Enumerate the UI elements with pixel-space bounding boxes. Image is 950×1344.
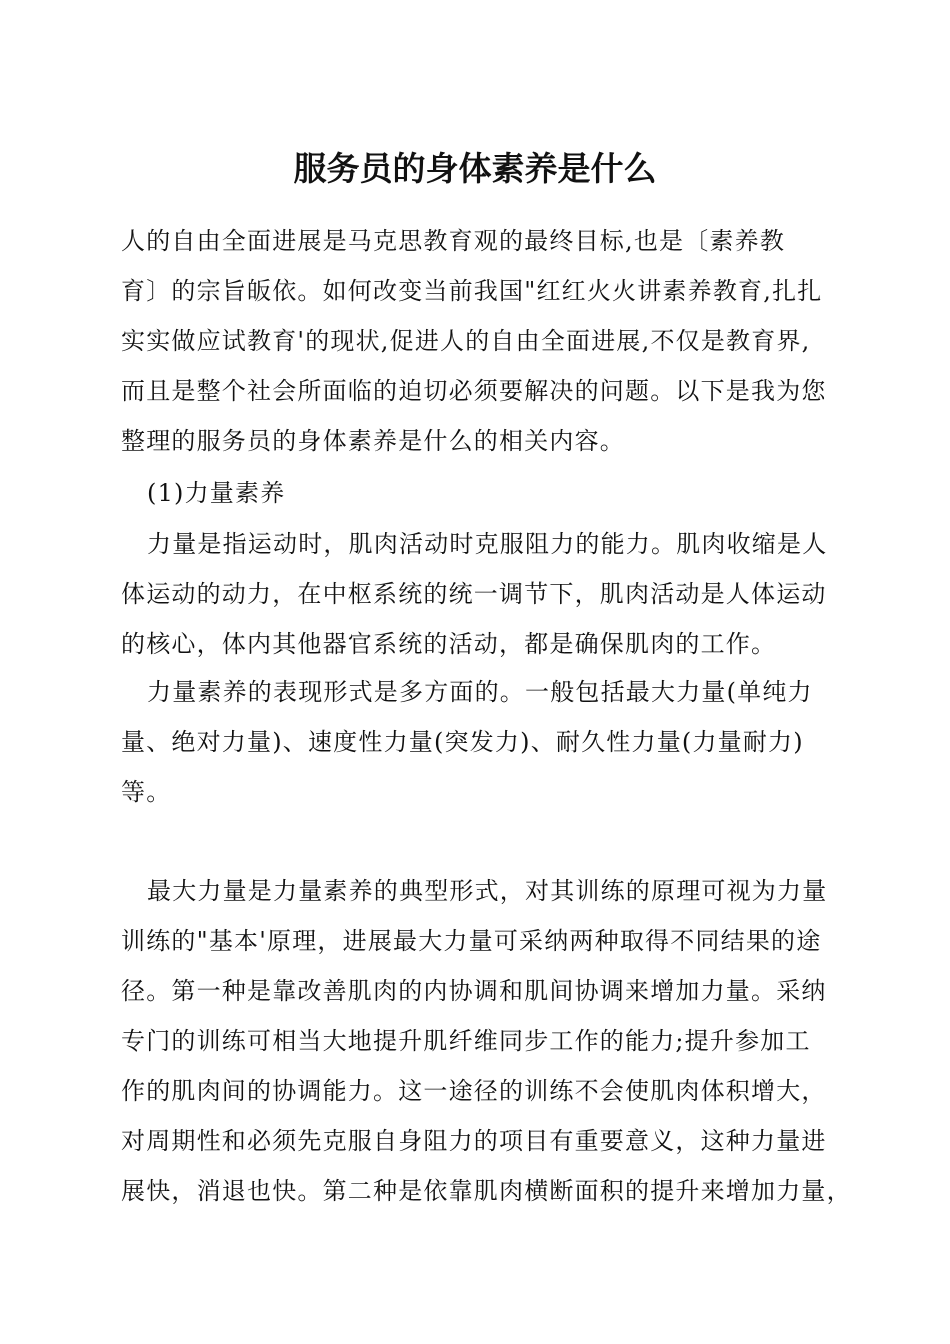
- paragraph-line: 的核心，体内其他器官系统的活动，都是确保肌肉的工作。: [121, 630, 777, 658]
- paragraph-line: 展快，消退也快。第二种是依靠肌肉横断面积的提升来增加力量，: [121, 1177, 852, 1205]
- paragraph-line: 整理的服务员的身体素养是什么的相关内容。: [121, 427, 625, 455]
- paragraph-line: 对周期性和必须先克服自身阻力的项目有重要意义，这种力量进: [121, 1127, 827, 1155]
- paragraph-line: 力量是指运动时，肌肉活动时克服阻力的能力。肌肉收缩是人: [147, 530, 828, 558]
- section-heading-strength: [121, 468, 841, 518]
- paragraph-line: 训练的"基本'原理，进展最大力量可采纳两种取得不同结果的途: [121, 927, 822, 955]
- paragraph-line: 最大力量是力量素养的典型形式，对其训练的原理可视为力量: [147, 877, 828, 905]
- paragraph-line: 人的自由全面进展是马克思教育观的最终目标,也是〔素养教: [121, 227, 786, 255]
- paragraph-line: 育〕的宗旨皈依。如何改变当前我国"红红火火讲素养教育,扎扎: [121, 277, 823, 305]
- paragraph-line: 而且是整个社会所面临的迫切必须要解决的问题。以下是我为您: [121, 377, 827, 405]
- paragraph-line: 力量素养的表现形式是多方面的。一般包括最大力量(单纯力: [147, 678, 813, 706]
- strength-forms-paragraph: [121, 667, 841, 817]
- strength-definition-paragraph: [121, 519, 841, 669]
- intro-paragraph: [121, 216, 841, 466]
- document-title: 服务员的身体素养是什么: [293, 149, 657, 188]
- section-heading: (1)力量素养: [147, 479, 286, 507]
- paragraph-line: 实实做应试教育'的现状,促进人的自由全面进展,不仅是教育界,: [121, 327, 811, 355]
- paragraph-line: 专门的训练可相当大地提升肌纤维同步工作的能力;提升参加工: [121, 1027, 811, 1055]
- paragraph-line: 体运动的动力，在中枢系统的统一调节下，肌肉活动是人体运动: [121, 580, 827, 608]
- maximum-strength-paragraph: [121, 866, 852, 1216]
- paragraph-line: 径。第一种是靠改善肌肉的内协调和肌间协调来增加力量。采纳: [121, 977, 827, 1005]
- paragraph-line: 量、绝对力量)、速度性力量(突发力)、耐久性力量(力量耐力): [121, 728, 804, 756]
- paragraph-line: 等。: [121, 778, 172, 806]
- paragraph-line: 作的肌肉间的协调能力。这一途径的训练不会使肌肉体积增大，: [121, 1077, 827, 1105]
